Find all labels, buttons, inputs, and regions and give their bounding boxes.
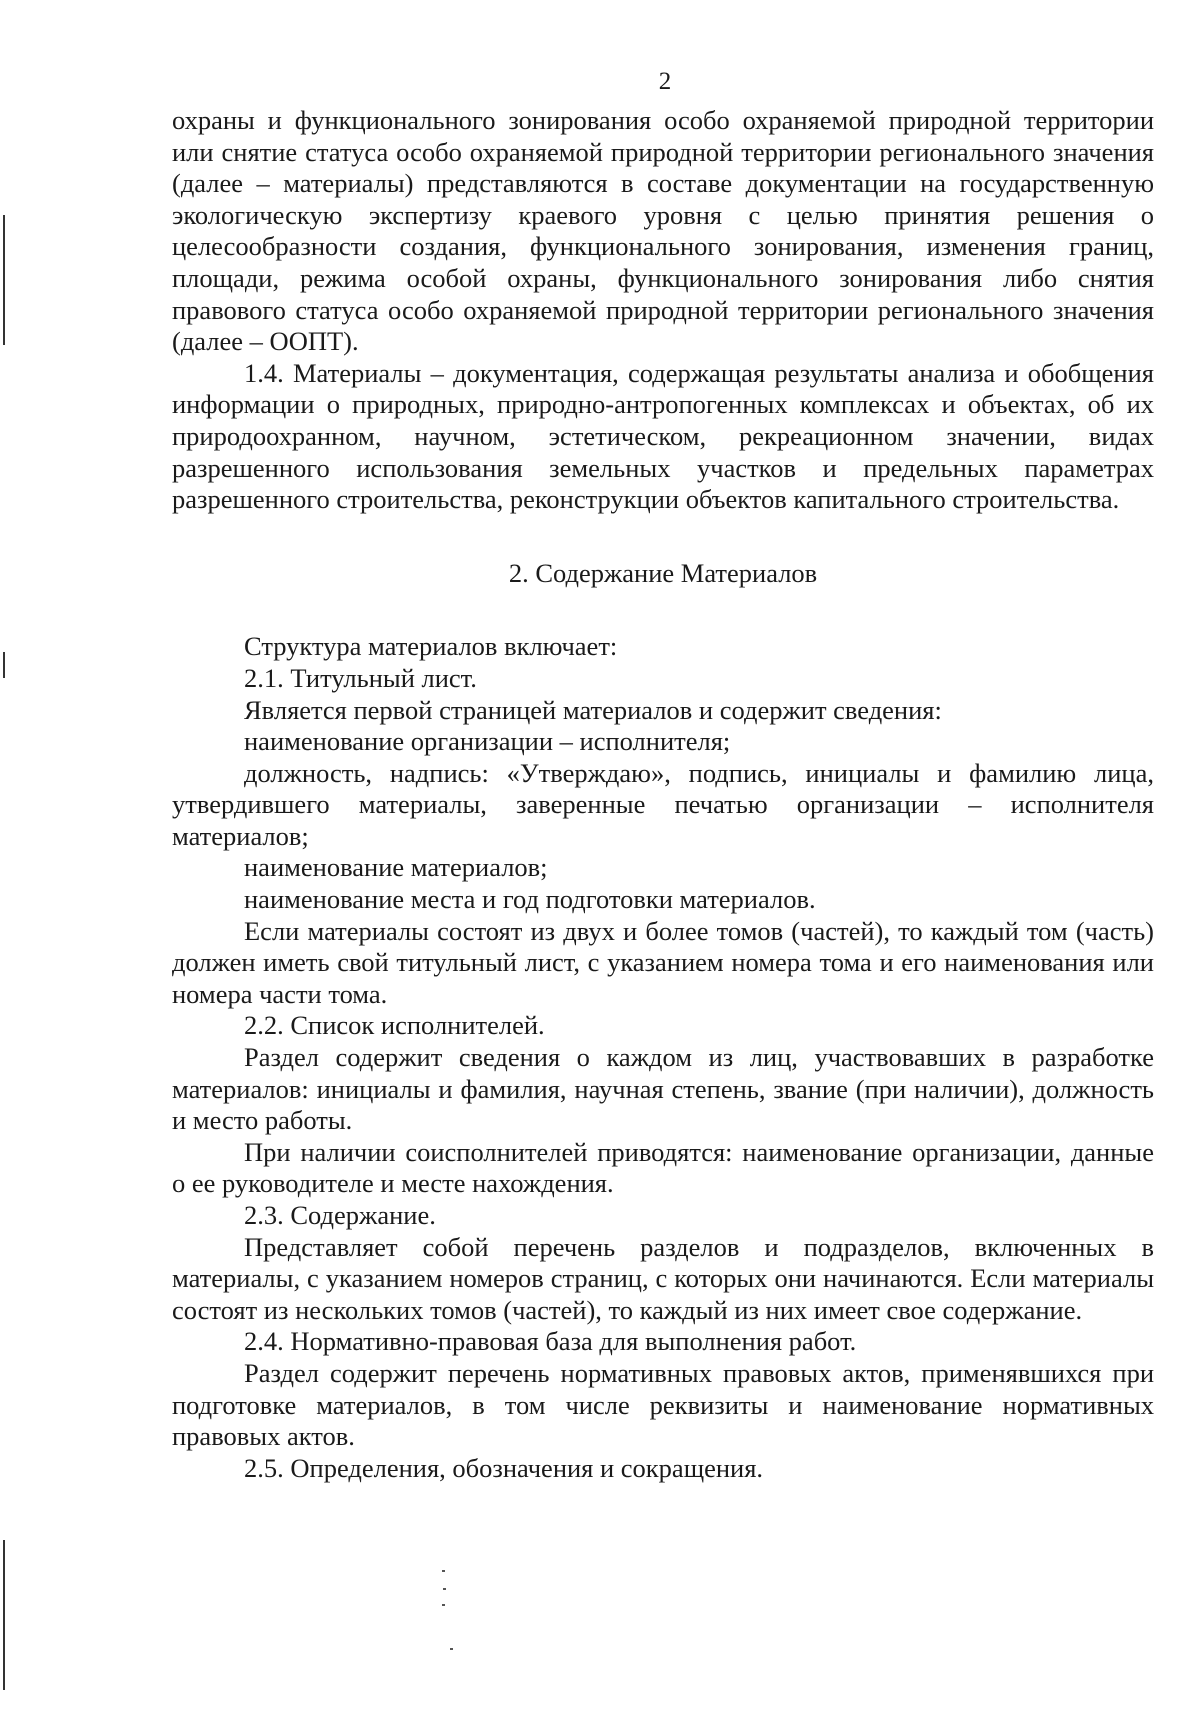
section-paragraph: Структура материалов включает:	[244, 631, 618, 662]
section-paragraph: Если материалы состоят из двух и более томов (частей), то каждый том (часть) должен иметь свой титульный лист, с указанием номера тома и его наименования или номера части тома.	[172, 915, 1154, 1009]
section-paragraph: наименование материалов;	[244, 852, 548, 883]
section-paragraph: наименование организации – исполнителя;	[244, 726, 731, 757]
section-paragraph: При наличии соисполнителей приводятся: наименование организации, данные о ее руководителе и месте нахождения.	[172, 1136, 1154, 1199]
section-paragraph: наименование места и год подготовки материалов.	[244, 884, 816, 915]
section-paragraph: 2.4. Нормативно-правовая база для выполнения работ.	[244, 1326, 857, 1357]
scan-speck	[442, 1604, 445, 1606]
section-paragraph: должность, надпись: «Утверждаю», подпись, инициалы и фамилию лица, утвердившего материалы, заверенные печатью организации – исполнителя материалов;	[172, 757, 1154, 851]
section-paragraph: 2.1. Титульный лист.	[244, 662, 477, 693]
section-paragraph: 2.5. Определения, обозначения и сокращения.	[244, 1452, 764, 1483]
section-paragraph: 2.2. Список исполнителей.	[244, 1010, 545, 1041]
paragraph-1-4: 1.4. Материалы – документация, содержащая результаты анализа и обобщения информации о природных, природно-антропогенных комплексах и объектах, об их природоохранном, научном, эстетическом, рекреационном значении, видах разрешенного использования земельных участков и предельных параметрах разрешенного строительства, реконструкции объектов капитального строительства.	[172, 357, 1154, 515]
paragraph-intro: охраны и функционального зонирования особо охраняемой природной территории или снятие статуса особо охраняемой природной территории регионального значения (далее – материалы) представляются в составе документации на государственную экологическую экспертизу краевого уровня с целью принятия решения о целесообразности создания, функционального зонирования, изменения границ, площади, режима особой охраны, функционального зонирования либо снятия правового статуса особо охраняемой природной территории регионального значения (далее – ООПТ).	[172, 105, 1154, 357]
scan-artifact	[3, 652, 5, 678]
page-number: 2	[658, 68, 672, 95]
scan-artifact	[3, 215, 5, 345]
document-body	[172, 105, 1154, 1484]
section-heading: 2. Содержание Материалов	[508, 557, 818, 588]
scan-speck	[450, 1648, 453, 1650]
section-paragraph: Представляет собой перечень разделов и подразделов, включенных в материалы, с указанием номеров страниц, с которых они начинаются. Если материалы состоят из нескольких томов (частей), то каждый из них имеет свое содержание.	[172, 1231, 1154, 1325]
section-paragraph: 2.3. Содержание.	[244, 1200, 436, 1230]
scan-artifact	[3, 1540, 5, 1690]
section-paragraph: Раздел содержит сведения о каждом из лиц, участвовавших в разработке материалов: инициалы и фамилия, научная степень, звание (при наличии), должность и место работы.	[172, 1042, 1154, 1136]
section-paragraph: Является первой страницей материалов и содержит сведения:	[244, 694, 942, 725]
scan-speck	[442, 1570, 445, 1572]
section-paragraph: Раздел содержит перечень нормативных правовых актов, применявшихся при подготовке материалов, в том числе реквизиты и наименование нормативных правовых актов.	[172, 1357, 1154, 1452]
scan-speck	[443, 1588, 446, 1590]
